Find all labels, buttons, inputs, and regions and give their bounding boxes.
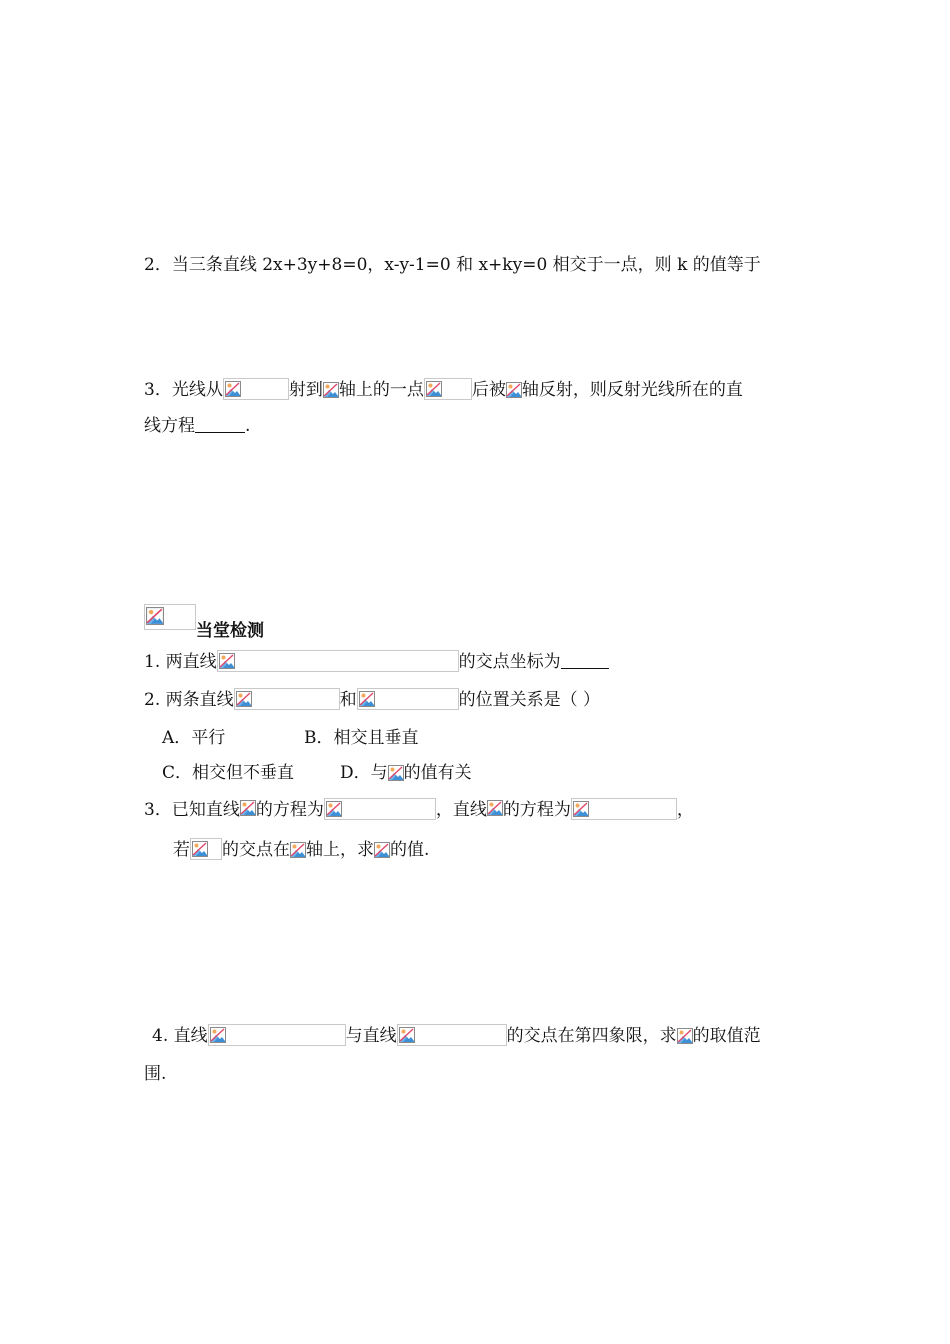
broken-image-icon [210, 1027, 226, 1043]
broken-image-icon [192, 841, 208, 857]
question-3-text: 轴上的一点 [338, 380, 424, 400]
formula-image-placeholder [190, 838, 222, 860]
formula-image-placeholder [324, 798, 436, 820]
test-question-4-line-2 [144, 1062, 166, 1086]
broken-image-icon [326, 801, 342, 817]
test-question-3-text: ，直线 [435, 800, 487, 820]
question-2-line [144, 253, 761, 277]
test-question-3-text: 的方程为 [255, 800, 324, 820]
test-question-3-line-2 [173, 838, 429, 862]
test-question-3-text: 的交点在 [222, 840, 290, 860]
formula-image-placeholder [217, 650, 459, 672]
test-question-1-text: 1. 两直线 [144, 652, 217, 672]
option-d: 的值有关 [403, 763, 472, 783]
formula-image-placeholder [240, 798, 256, 820]
formula-image-placeholder [208, 1024, 346, 1046]
test-question-3-text: 3．已知直线 [144, 800, 240, 820]
question-3-text: 3．光线从 [144, 380, 223, 400]
test-question-3-text: ， [676, 800, 694, 820]
test-question-2 [144, 688, 600, 712]
test-question-4-text: 的取值范 [692, 1026, 761, 1046]
broken-image-icon [225, 381, 241, 397]
broken-image-icon [573, 801, 589, 817]
question-3-text: 线方程 [144, 416, 195, 436]
formula-image-placeholder [424, 378, 472, 400]
option-d: D．与 [340, 763, 388, 783]
test-question-1-text: 的交点坐标为 [458, 652, 561, 672]
section-heading [144, 604, 264, 641]
broken-image-icon [426, 381, 442, 397]
test-question-4-text: 4. 直线 [152, 1026, 208, 1046]
option-b: B．相交且垂直 [304, 728, 419, 748]
test-question-4-line-1 [152, 1024, 761, 1048]
test-question-3-text: 轴上，求 [306, 840, 374, 860]
question-3-text: 后被 [471, 380, 506, 400]
test-question-4-text: 围. [144, 1064, 167, 1084]
test-question-2-options-ab [162, 726, 419, 750]
broken-image-icon [487, 800, 503, 816]
test-question-3-text: 若 [173, 840, 190, 860]
broken-image-icon [677, 1028, 693, 1044]
test-question-2-text: 的位置关系是（ ） [458, 690, 601, 710]
broken-image-icon [146, 607, 164, 625]
broken-image-icon [388, 765, 404, 781]
broken-image-icon [236, 691, 252, 707]
question-3-text: 轴反射，则反射光线所在的直 [521, 380, 743, 400]
formula-image-placeholder [397, 1024, 507, 1046]
broken-image-icon [374, 842, 390, 858]
broken-image-icon [359, 691, 375, 707]
formula-image-placeholder [357, 688, 459, 710]
question-2-text: 2．当三条直线 2x+3y+8=0，x-y-1=0 和 x+ky=0 相交于一点，则 k 的值等于 [144, 255, 761, 275]
test-question-2-text: 2. 两条直线 [144, 690, 234, 710]
broken-image-icon [240, 800, 256, 816]
test-question-3-line-1 [144, 798, 694, 822]
broken-image-icon [506, 382, 522, 398]
test-question-3-text: 的方程为 [502, 800, 571, 820]
section-title: 当堂检测 [196, 621, 264, 641]
broken-image-icon [290, 842, 306, 858]
question-3-text: . [245, 416, 251, 436]
test-question-3-text: 的值. [390, 840, 430, 860]
heading-image-placeholder [144, 604, 196, 630]
test-question-1 [144, 650, 609, 674]
formula-image-placeholder [234, 688, 340, 710]
question-3-text: 射到 [288, 380, 323, 400]
question-3-line-1 [144, 378, 743, 402]
formula-image-placeholder [487, 798, 503, 820]
test-question-4-text: 与直线 [345, 1026, 397, 1046]
broken-image-icon [323, 382, 339, 398]
option-c: C．相交但不垂直 [162, 763, 295, 783]
answer-blank [561, 651, 609, 669]
answer-blank [195, 415, 245, 433]
option-a: A．平行 [162, 728, 226, 748]
test-question-2-options-cd [162, 761, 472, 785]
test-question-2-text: 和 [339, 690, 357, 710]
question-3-line-2 [144, 414, 250, 438]
test-question-4-text: 的交点在第四象限，求 [506, 1026, 677, 1046]
broken-image-icon [399, 1027, 415, 1043]
broken-image-icon [219, 653, 235, 669]
formula-image-placeholder [571, 798, 677, 820]
formula-image-placeholder [223, 378, 289, 400]
